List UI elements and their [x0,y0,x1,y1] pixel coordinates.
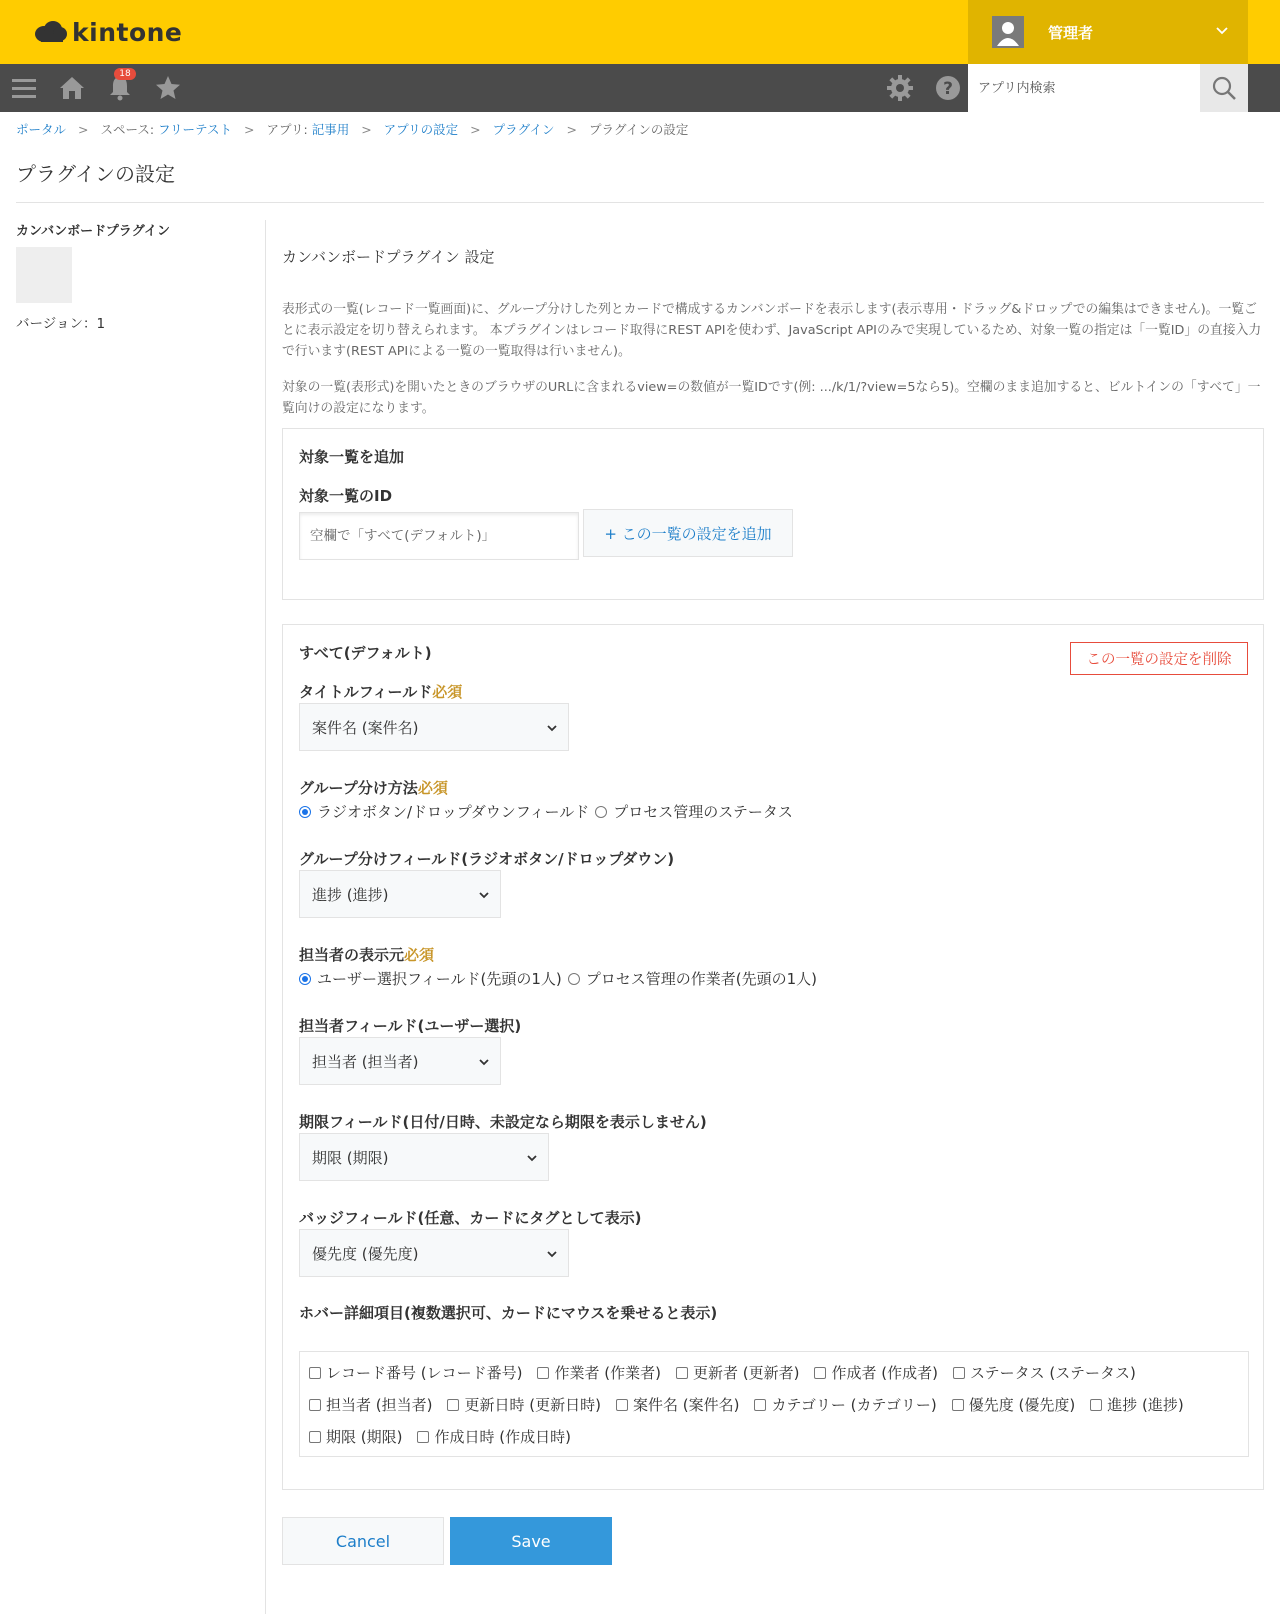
breadcrumb-space[interactable]: フリーテスト [158,122,233,137]
checkbox-label: 担当者 (担当者) [326,1396,433,1414]
checkbox[interactable] [309,1367,321,1379]
checklist-row [309,1426,586,1447]
required-mark: 必須 [417,779,448,797]
settings-description: 表形式の一覧(レコード一覧画面)に、グループ分けした列とカードで構成するカンバンボードを表示します(表示専用・ドラッグ&ドロップでの編集はできません)。一覧ごとに表示設定を切り替えられます。 本プラグインはレコード取得にREST APIを使わず、JavaScript APIのみで実現しているため、対象一覧の指定は「一覧ID」の直接入力で行います(REST APIによる一覧の一覧取得は行いません)。 [282,302,1262,359]
settings-heading-wrap [282,246,1264,268]
assignee-field-label: 担当者フィールド(ユーザー選択) [299,1017,522,1035]
checkbox[interactable] [417,1431,429,1443]
breadcrumb-separator: > [470,122,481,137]
add-view-title: 対象一覧を追加 [299,448,405,466]
checkbox-updater[interactable] [676,1362,799,1383]
add-view-button[interactable]: + この一覧の設定を追加 [583,509,793,557]
avatar [992,16,1024,48]
group-method-label [299,777,448,798]
chevron-down-icon [526,1152,538,1164]
checkbox-label: ステータス (ステータス) [969,1364,1136,1382]
breadcrumb [16,120,688,138]
radio-label: プロセス管理のステータス [613,803,793,821]
assignee-field-select[interactable] [299,1037,501,1085]
kintone-logo[interactable] [34,14,182,50]
badge-field-select[interactable] [299,1229,569,1277]
plugin-name: カンバンボードプラグイン [16,224,171,239]
radio-selected[interactable] [299,973,311,985]
view-id-input[interactable] [299,512,579,560]
divider [16,202,1264,203]
label-text: タイトルフィールド [299,683,433,701]
badge-field-label: バッジフィールド(任意、カードにタグとして表示) [299,1209,642,1227]
notification-badge: 18 [114,68,136,80]
chevron-down-icon[interactable] [1214,22,1230,38]
checkbox-label: 更新日時 (更新日時) [464,1396,601,1414]
search-input[interactable] [968,64,1200,112]
cloud-logo-icon [34,20,68,44]
breadcrumb-separator: > [78,122,89,137]
checkbox-label: 案件名 (案件名) [632,1396,740,1414]
checklist-row [309,1394,1199,1415]
checkbox[interactable] [1090,1399,1102,1411]
checkbox-record-number[interactable] [309,1362,522,1383]
star-icon[interactable] [152,72,184,104]
select-value: 進捗 (進捗) [312,885,389,904]
checkbox-worker[interactable] [537,1362,660,1383]
svg-text:?: ? [943,79,953,99]
group-method-option-status[interactable] [595,801,793,822]
checkbox-priority[interactable] [952,1394,1075,1415]
column-divider [265,220,266,1614]
checkbox[interactable] [676,1367,688,1379]
checkbox-creator[interactable] [814,1362,937,1383]
checkbox-label: 作成者 (作成者) [831,1364,938,1382]
checkbox[interactable] [537,1367,549,1379]
search-icon [1211,75,1237,101]
checkbox-status[interactable] [953,1362,1136,1383]
checkbox[interactable] [309,1399,321,1411]
checkbox-label: 優先度 (優先度) [968,1396,1076,1414]
checkbox-updated-at[interactable] [447,1394,600,1415]
radio-label: プロセス管理の作業者(先頭の1人) [585,970,817,988]
checkbox[interactable] [953,1367,965,1379]
chevron-down-icon [546,1248,558,1260]
select-value: 期限 (期限) [312,1148,389,1167]
checkbox-case-name[interactable] [616,1394,739,1415]
checkbox[interactable] [616,1399,628,1411]
required-mark: 必須 [432,683,463,701]
app-search [968,64,1248,112]
delete-view-button[interactable]: この一覧の設定を削除 [1070,642,1248,675]
checkbox[interactable] [309,1431,321,1443]
checkbox-category[interactable] [754,1394,936,1415]
checkbox-label: 更新者 (更新者) [692,1364,800,1382]
checkbox-created-at[interactable] [417,1426,570,1447]
gear-icon[interactable] [884,72,916,104]
checkbox-due[interactable] [309,1426,402,1447]
checkbox-progress[interactable] [1090,1394,1183,1415]
chevron-down-icon [478,889,490,901]
assignee-source-label [299,944,434,965]
group-method-radios [299,801,799,822]
view-settings-panel [282,624,1264,1490]
breadcrumb-separator: > [566,122,577,137]
due-field-label: 期限フィールド(日付/日時、未設定なら期限を表示しません) [299,1113,707,1131]
title-field-label [299,681,462,702]
breadcrumb-plugins[interactable]: プラグイン [492,122,555,137]
cancel-button[interactable]: Cancel [282,1517,444,1565]
breadcrumb-app-prefix: アプリ: [266,122,312,137]
checkbox-label: 進捗 (進捗) [1107,1396,1184,1414]
plugin-icon [16,247,72,303]
user-silhouette-icon [992,16,1024,48]
label-text: グループ分け方法 [299,779,418,797]
breadcrumb-separator: > [361,122,372,137]
checkbox-label: 期限 (期限) [326,1428,403,1446]
help-icon[interactable] [932,72,964,104]
title-field-select[interactable] [299,703,569,751]
hover-items-checklist [299,1351,1249,1457]
chevron-down-icon [478,1056,490,1068]
checkbox-label: カテゴリー (カテゴリー) [771,1396,937,1414]
radio-selected[interactable] [299,806,311,818]
select-value: 優先度 (優先度) [312,1244,419,1263]
top-header [0,0,1280,64]
add-view-panel [282,428,1264,600]
view-id-help: 対象の一覧(表形式)を開いたときのブラウザのURLに含まれるview=の数値が一覧IDです(例: .../k/1/?view=5なら5)。空欄のまま追加すると、ビルトインの「すべて」一覧向けの設定になります。 [282,380,1261,416]
view-id-label: 対象一覧のID [299,487,393,505]
assignee-option-user-field[interactable] [299,968,562,989]
radio-label: ユーザー選択フィールド(先頭の1人) [317,970,562,988]
radio-unselected[interactable] [595,806,607,818]
view-settings-title: すべて(デフォルト) [299,644,432,662]
user-menu[interactable] [968,0,1248,64]
group-method-option-field[interactable] [299,801,589,822]
label-text: 担当者の表示元 [299,946,405,964]
checkbox[interactable] [952,1399,964,1411]
home-icon[interactable] [56,72,88,104]
settings-heading: カンバンボードプラグイン 設定 [282,248,495,266]
page-title: プラグインの設定 [16,162,175,186]
search-button[interactable] [1200,64,1248,112]
menu-icon[interactable] [8,72,40,104]
select-value: 案件名 (案件名) [312,718,419,737]
breadcrumb-app[interactable]: 記事用 [311,122,350,137]
group-field-label: グループ分けフィールド(ラジオボタン/ドロップダウン) [299,850,675,868]
user-name: 管理者 [1048,23,1094,42]
breadcrumb-current: プラグインの設定 [588,122,689,137]
assignee-option-process[interactable] [568,968,817,989]
checkbox[interactable] [447,1399,459,1411]
breadcrumb-space-prefix: スペース: [100,122,159,137]
breadcrumb-app-settings[interactable]: アプリの設定 [383,122,459,137]
breadcrumb-portal[interactable]: ポータル [16,122,67,137]
checkbox-label: 作成日時 (作成日時) [434,1428,571,1446]
breadcrumb-separator: > [244,122,255,137]
radio-label: ラジオボタン/ドロップダウンフィールド [317,803,590,821]
checkbox[interactable] [754,1399,766,1411]
checklist-row [309,1362,1151,1383]
checkbox[interactable] [814,1367,826,1379]
radio-unselected[interactable] [568,973,580,985]
checkbox-assignee[interactable] [309,1394,432,1415]
logo-text: kintone [72,17,183,47]
group-field-select[interactable] [299,870,501,918]
chevron-down-icon [546,722,558,734]
required-mark: 必須 [404,946,435,964]
checkbox-label: レコード番号 (レコード番号) [326,1364,523,1382]
plugin-version: バージョン：1 [16,316,106,332]
checkbox-label: 作業者 (作業者) [554,1364,661,1382]
select-value: 担当者 (担当者) [312,1052,419,1071]
due-field-select[interactable] [299,1133,549,1181]
save-button[interactable]: Save [450,1517,612,1565]
hover-items-label: ホバー詳細項目(複数選択可、カードにマウスを乗せると表示) [299,1304,718,1322]
assignee-source-radios [299,968,823,989]
